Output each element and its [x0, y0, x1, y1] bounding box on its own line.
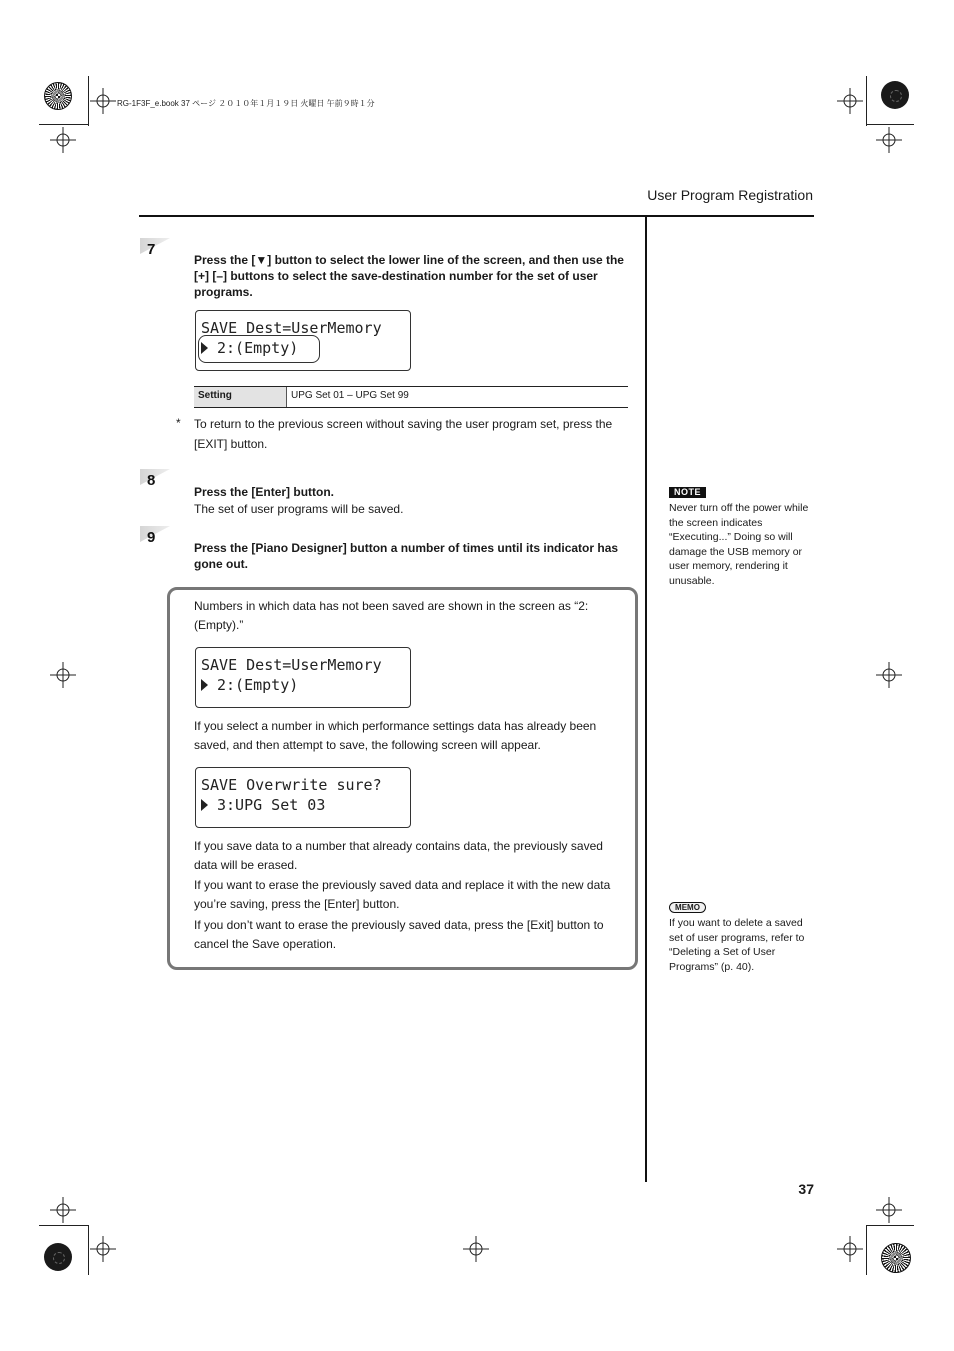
cursor-triangle-icon	[201, 342, 208, 354]
settings-table	[194, 386, 628, 408]
step-number-7: 7	[140, 238, 170, 260]
settings-table-value: UPG Set 01 – UPG Set 99	[291, 390, 409, 401]
lcd-line-2: 3:UPG Set 03	[201, 796, 325, 814]
lcd-line-2: 2:(Empty)	[201, 676, 298, 694]
asterisk-note-text: To return to the previous screen without saving the user program set, press the [EXIT] button.	[194, 417, 613, 451]
down-arrow-icon: ▼	[255, 253, 268, 267]
print-header: RG-1F3F_e.book 37 ページ ２０１０年１月１９日 火曜日 午前９時１分	[117, 99, 375, 108]
header-rule	[139, 215, 814, 217]
registration-mark-icon	[881, 1243, 911, 1273]
crop-line	[88, 1225, 89, 1275]
crosshair-icon	[837, 88, 863, 114]
settings-table-header: Setting	[194, 387, 287, 407]
info-box-paragraph-5: If you don’t want to erase the previously saved data, press the [Exit] button to cancel the Save operation.	[194, 918, 604, 951]
step-8-instruction: Press the [Enter] button.	[194, 485, 335, 499]
step-7-instruction: Press the [▼] button to select the lower line of the screen, and then use the [+] [–] buttons to select the save-destination number for the set of user programs.	[194, 253, 624, 299]
cursor-triangle-icon	[201, 679, 208, 691]
lcd-line-1: SAVE Dest=UserMemory	[201, 319, 382, 337]
crop-line	[866, 124, 914, 125]
crop-line	[866, 76, 867, 126]
lcd-line-1: SAVE Overwrite sure?	[201, 776, 382, 794]
note-text: Never turn off the power while the screen indicates “Executing...” Doing so will damage the USB memory or user memory, rendering it unusable.	[669, 502, 809, 587]
crosshair-icon	[876, 1197, 902, 1223]
registration-mark-icon	[881, 81, 909, 109]
cursor-triangle-icon	[201, 799, 208, 811]
info-box-paragraph-3: If you save data to a number that already contains data, the previously saved data will be erased.	[194, 839, 603, 872]
crop-line	[866, 1225, 867, 1275]
memo-badge: MEMO	[669, 902, 706, 913]
registration-mark-icon	[44, 82, 72, 110]
crosshair-icon	[50, 1197, 76, 1223]
crop-line	[88, 76, 89, 126]
crosshair-icon	[90, 1236, 116, 1262]
asterisk-marker: *	[176, 416, 181, 430]
step-9-instruction: Press the [Piano Designer] button a number of times until its indicator has gone out.	[194, 541, 619, 571]
crop-line	[39, 1225, 89, 1226]
column-divider	[645, 216, 647, 1182]
lcd-screen-overwrite	[195, 767, 411, 828]
crosshair-icon	[463, 1236, 489, 1262]
note-badge: NOTE	[669, 487, 706, 498]
step-number-8: 8	[140, 469, 170, 491]
crosshair-icon	[837, 1236, 863, 1262]
step-8-result: The set of user programs will be saved.	[194, 502, 404, 516]
step-number-9: 9	[140, 526, 170, 548]
registration-mark-icon	[44, 1243, 72, 1271]
info-box-paragraph-1: Numbers in which data has not been saved are shown in the screen as “2: (Empty).”	[194, 599, 589, 632]
crosshair-icon	[90, 88, 116, 114]
lcd-screen-save-dest	[195, 310, 411, 371]
lcd-line-1: SAVE Dest=UserMemory	[201, 656, 382, 674]
crosshair-icon	[876, 127, 902, 153]
crosshair-icon	[50, 662, 76, 688]
crosshair-icon	[876, 662, 902, 688]
info-box-paragraph-4: If you want to erase the previously saved data and replace it with the new data you’re saving, press the [Enter] button.	[194, 878, 611, 911]
section-title: User Program Registration	[647, 187, 813, 203]
crosshair-icon	[50, 127, 76, 153]
crop-line	[39, 124, 89, 125]
page-number: 37	[798, 1181, 814, 1197]
info-box-paragraph-2: If you select a number in which performance settings data has already been saved, and then attempt to save, the following screen will appear.	[194, 719, 597, 752]
lcd-line-2: 2:(Empty)	[201, 339, 298, 357]
crop-line	[866, 1225, 914, 1226]
lcd-screen-empty	[195, 647, 411, 708]
memo-text: If you want to delete a saved set of user programs, refer to “Deleting a Set of User Programs” (p. 40).	[669, 917, 805, 973]
